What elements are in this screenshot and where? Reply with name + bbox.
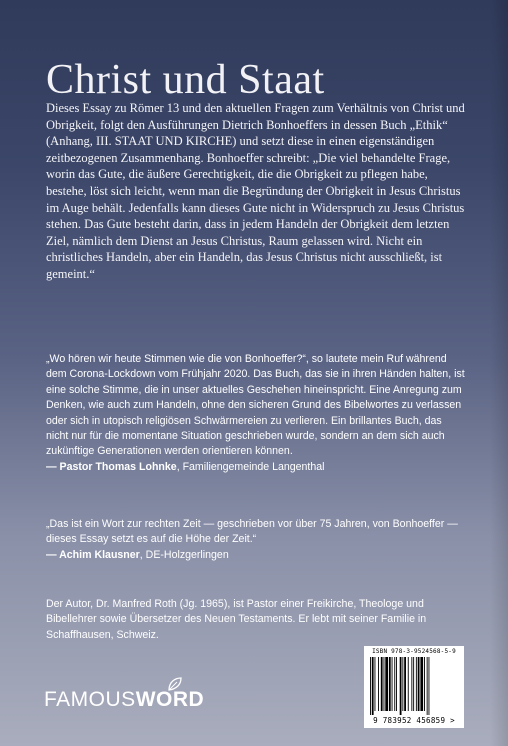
barcode-bar — [413, 657, 414, 711]
spine-shade — [490, 0, 508, 746]
publisher-logo — [44, 688, 204, 712]
barcode-bar — [418, 657, 420, 711]
barcode-bar — [427, 657, 428, 715]
quote-attribution — [46, 460, 466, 475]
barcode-bar — [375, 657, 376, 711]
barcode-bar — [402, 657, 403, 711]
barcode-bar — [394, 657, 395, 711]
publisher-logo-part2: WORD — [135, 688, 205, 711]
quote-author: — Achim Klausner — [46, 548, 140, 561]
barcode-bar — [396, 657, 397, 711]
barcode-bar — [411, 657, 412, 711]
quote-text: „Wo hören wir heute Stimmen wie die von Bonhoeffer?“, so lautete mein Ruf während dem Corona-Lockdown vom Frühjahr 2020. Das Buch, das sie in ihren Händen halten, ist eine solche Stimme, die in unser aktuelles Geschehen hineinspricht. Eine Anregung zum Denken, wie auch zum Handeln, ohne den sicheren Grund des Bibelwortes zu verlassen oder sich in utopisch religiösen Schwärmereien zu verlieren. Ein brillantes Buch, das nicht nur für die momentane Situation geschrieben wurde, sondern an dem sich auch zukünftige Generationen werden orientieren können. — [46, 353, 465, 458]
author-bio: Der Autor, Dr. Manfred Roth (Jg. 1965), ist Pastor einer Freikirche, Theologe und Bibellehrer sowie Übersetzer des Neuen Testaments. Er lebt mit seiner Familie in Schaffhausen, Schweiz. — [46, 598, 427, 641]
barcode — [364, 646, 464, 728]
isbn-label: ISBN 978-3-9524568-5-9 — [372, 648, 456, 655]
quote-author: — Pastor Thomas Lohnke — [46, 460, 177, 473]
intro-text: Dieses Essay zu Römer 13 und den aktuellen Fragen zum Verhältnis von Christ und Obrigkeit, folgt den Ausführungen Dietrich Bonhoeffers in dessen Buch „Ethik“ (Anhang, III. STAAT UND KIRCHE) und setzt diese in einen eigenständigen zeitbezogenen Zusammenhang. Bonhoeffer schreibt: „Die viel behandelte Frage, worin das Gute, die äußere Gerechtigkeit, die die Obrigkeit zu pflegen habe, bestehe, löst sich leicht, wenn man die Begründung der Obrigkeit in Jesus Christus im Auge behält. Jedenfalls kann dieses Gute nicht in Widerspruch zu Jesus Christus stehen. Das Gute besteht darin, dass in jedem Handeln der Obrigkeit dem letzten Ziel, nämlich dem Dienst an Jesus Christus, Raum gelassen wird. Nicht ein christliches Handeln, aber ein Handeln, das Jesus Christus nicht ausschließt, ist gemeint.“ — [46, 101, 465, 281]
barcode-bar — [416, 657, 417, 711]
quote-affiliation: , Familiengemeinde Langenthal — [176, 460, 325, 473]
quote-affiliation: , DE-Holzgerlingen — [139, 548, 229, 561]
barcode-bar — [378, 657, 379, 711]
barcode-bar — [392, 657, 393, 711]
barcode-bars — [370, 657, 458, 715]
leaf-icon — [167, 676, 183, 692]
barcode-bar — [384, 657, 385, 711]
barcode-bar — [385, 657, 388, 711]
quote-text: „Das ist ein Wort zur rechten Zeit — geschrieben vor über 75 Jahren, von Bonhoeffer — dieses Essay setzt es auf die Höhe der Zeit.“ — [46, 518, 458, 546]
barcode-bar — [429, 657, 430, 715]
barcode-bar — [408, 657, 409, 711]
barcode-bar — [389, 657, 391, 711]
quote-attribution — [46, 548, 466, 563]
quote-lohnke — [46, 352, 466, 475]
barcode-digits: 9 783952 456859 > — [373, 716, 455, 725]
barcode-bar — [404, 657, 406, 711]
barcode-bar — [420, 657, 423, 711]
barcode-bar — [400, 657, 402, 715]
book-title: Christ und Staat — [46, 57, 325, 104]
barcode-bar — [370, 657, 371, 715]
publisher-logo-part1: FAMOUS — [44, 688, 136, 711]
barcode-bar — [424, 657, 425, 711]
quote-klausner — [46, 517, 466, 563]
barcode-bar — [372, 657, 374, 715]
barcode-bar — [381, 657, 383, 711]
